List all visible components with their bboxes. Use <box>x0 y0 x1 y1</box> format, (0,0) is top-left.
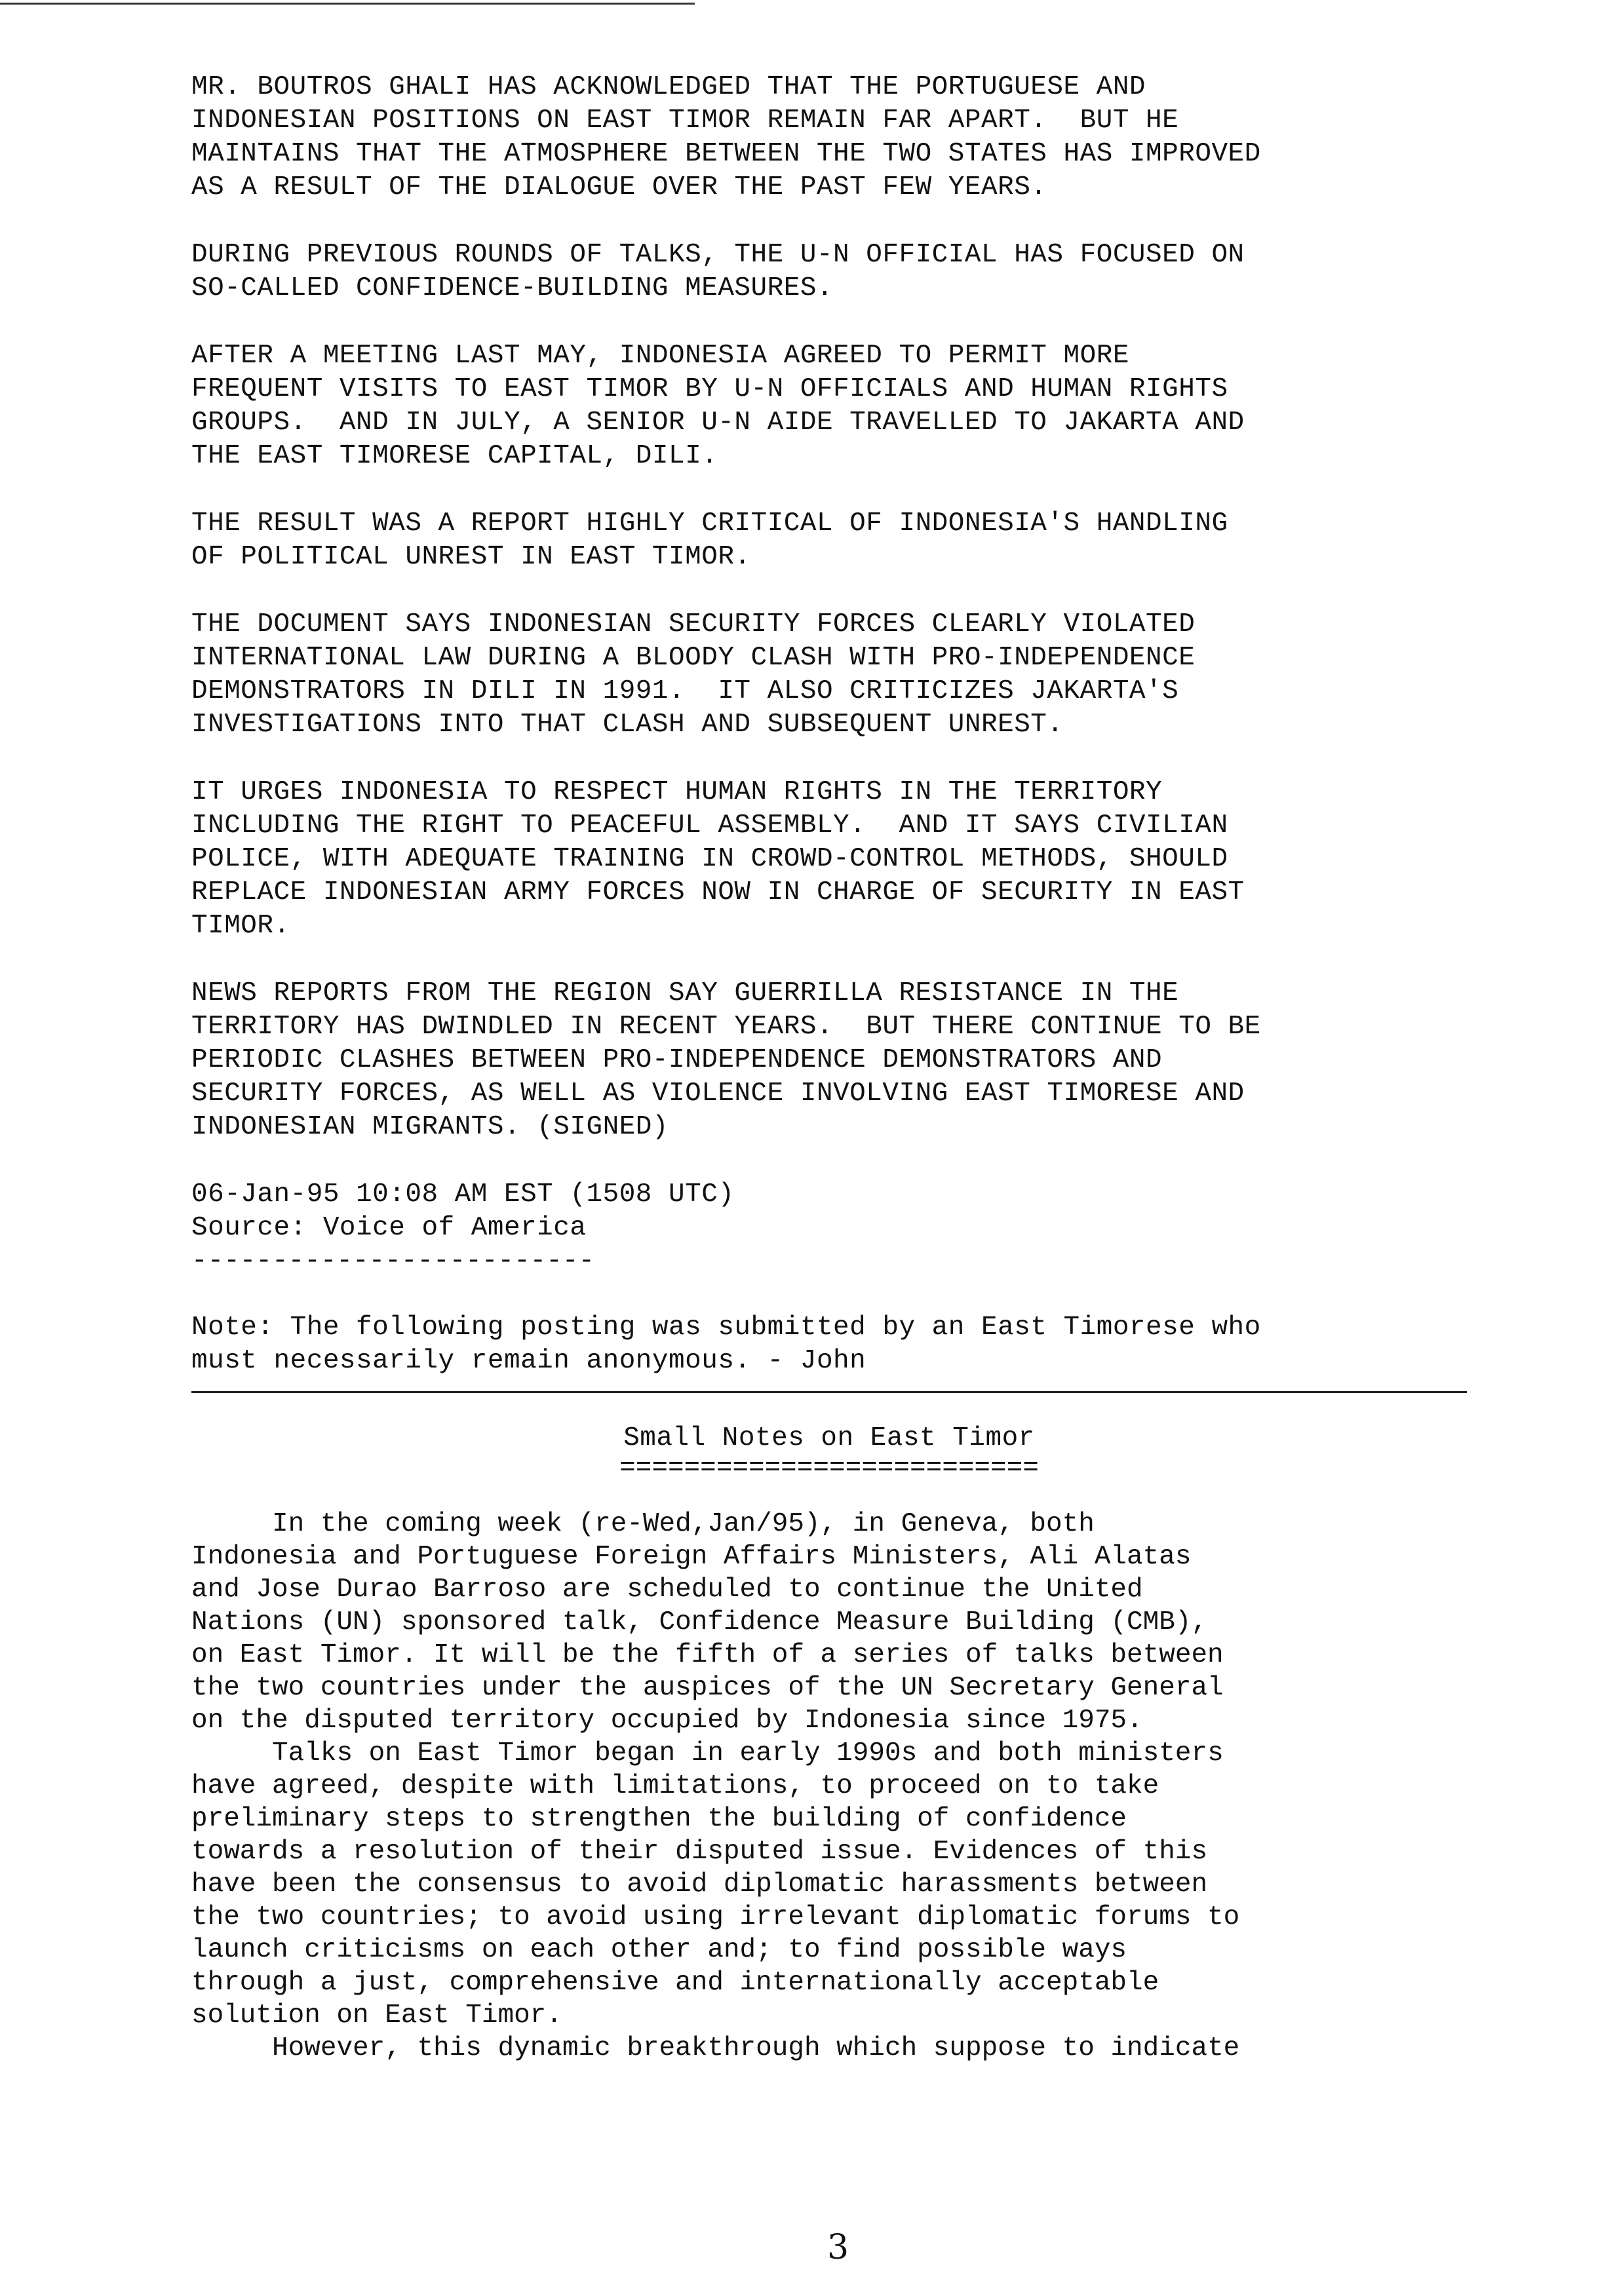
dash-separator: ------------------------- <box>191 1246 595 1276</box>
paragraph-5: THE DOCUMENT SAYS INDONESIAN SECURITY FORCES CLEARLY VIOLATED INTERNATIONAL LAW DURING A BLOODY CLASH WITH PRO-INDEPENDENCE DEMONSTRATORS IN DILI IN 1991. IT ALSO CRITICIZES JAKARTA'S INVESTIGATIONS INTO THAT CLASH AND SUBSEQUENT UNREST. <box>191 609 1196 740</box>
paragraph-4: THE RESULT WAS A REPORT HIGHLY CRITICAL OF INDONESIA'S HANDLING OF POLITICAL UNREST IN EAST TIMOR. <box>191 508 1228 572</box>
editor-note: Note: The following posting was submitted by an East Timorese who must necessarily remain anonymous. - John <box>191 1312 1261 1376</box>
article-title-underline: ========================== <box>619 1453 1039 1483</box>
paragraph-6: IT URGES INDONESIA TO RESPECT HUMAN RIGHTS IN THE TERRITORY INCLUDING THE RIGHT TO PEACEFUL ASSEMBLY. AND IT SAYS CIVILIAN POLICE, WITH ADEQUATE TRAINING IN CROWD-CONTROL METHODS, SHOULD REPLACE INDONESIAN ARMY FORCES NOW IN CHARGE OF SECURITY IN EAST TIMOR. <box>191 777 1245 941</box>
document-page <box>191 71 1528 2065</box>
horizontal-rule <box>191 1391 1467 1393</box>
paragraph-1: MR. BOUTROS GHALI HAS ACKNOWLEDGED THAT THE PORTUGUESE AND INDONESIAN POSITIONS ON EAST TIMOR REMAIN FAR APART. BUT HE MAINTAINS THAT THE ATMOSPHERE BETWEEN THE TWO STATES HAS IMPROVED AS A RESULT OF THE DIALOGUE OVER THE PAST FEW YEARS. <box>191 72 1261 202</box>
top-edge-line <box>0 3 695 5</box>
article-title: Small Notes on East Timor <box>623 1423 1035 1453</box>
page-number: 3 <box>827 2228 849 2267</box>
paragraph-2: DURING PREVIOUS ROUNDS OF TALKS, THE U-N OFFICIAL HAS FOCUSED ON SO-CALLED CONFIDENCE-BUILDING MEASURES. <box>191 240 1245 303</box>
paragraph-3: AFTER A MEETING LAST MAY, INDONESIA AGREED TO PERMIT MORE FREQUENT VISITS TO EAST TIMOR BY U-N OFFICIALS AND HUMAN RIGHTS GROUPS. AND IN JULY, A SENIOR U-N AIDE TRAVELLED TO JAKARTA AND THE EAST TIMORESE CAPITAL, DILI. <box>191 341 1245 471</box>
dateline-source: 06-Jan-95 10:08 AM EST (1508 UTC) Source: Voice of America <box>191 1179 735 1243</box>
paragraph-7: NEWS REPORTS FROM THE REGION SAY GUERRILLA RESISTANCE IN THE TERRITORY HAS DWINDLED IN RECENT YEARS. BUT THERE CONTINUE TO BE PERIODIC CLASHES BETWEEN PRO-INDEPENDENCE DEMONSTRATORS AND SECURITY FORCES, AS WELL AS VIOLENCE INVOLVING EAST TIMORESE AND INDONESIAN MIGRANTS. (SIGNED) <box>191 978 1261 1142</box>
article-body: In the coming week (re-Wed,Jan/95), in Geneva, both Indonesia and Portuguese Foreign Affairs Ministers, Ali Alatas and Jose Durao Barroso are scheduled to continue the United Nations (UN) sponsored talk, Confidence Measure Building (CMB), on East Timor. It will be the fifth of a series of talks between the two countries under the auspices of the UN Secretary General on the disputed territory occupied by Indonesia since 1975. Talks on East Timor began in early 1990s and both ministers have agreed, despite with limitations, to proceed on to take preliminary steps to strengthen the building of confidence towards a resolution of their disputed issue. Evidences of this have been the consensus to avoid diplomatic harassments between the two countries; to avoid using irrelevant diplomatic forums to launch criticisms on each other and; to find possible ways through a just, comprehensive and internationally acceptable solution on East Timor. However, this dynamic breakthrough which suppose to indicate <box>191 1509 1240 2063</box>
